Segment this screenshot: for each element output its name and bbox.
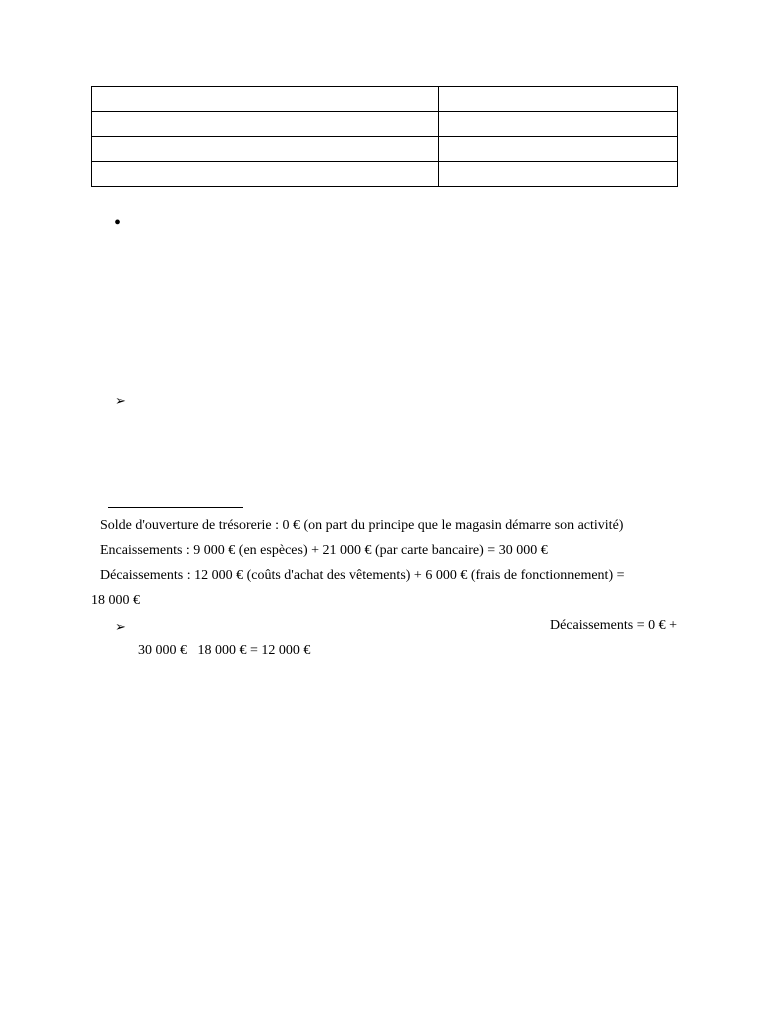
bullet-dot-icon: • bbox=[114, 212, 122, 234]
arrow-bullet-icon: ➢ bbox=[115, 393, 126, 408]
table-cell bbox=[439, 162, 678, 187]
disbursements-line: Décaissements : 12 000 € (coûts d'achat des vêtements) + 6 000 € (frais de fonctionnement) = bbox=[100, 568, 625, 583]
receipts-line: Encaissements : 9 000 € (en espèces) + 21 000 € (par carte bancaire) = 30 000 € bbox=[100, 543, 548, 558]
closing-formula-right: Décaissements = 0 € + bbox=[550, 618, 677, 633]
disbursements-total: 18 000 € bbox=[91, 593, 140, 608]
table-row bbox=[92, 162, 678, 187]
table-cell bbox=[439, 112, 678, 137]
table-row bbox=[92, 112, 678, 137]
footnote-separator bbox=[108, 507, 243, 508]
table-cell bbox=[439, 87, 678, 112]
empty-table bbox=[91, 86, 678, 187]
table-row bbox=[92, 137, 678, 162]
table-cell bbox=[92, 112, 439, 137]
arrow-bullet-icon: ➢ bbox=[115, 619, 126, 634]
table-row bbox=[92, 87, 678, 112]
closing-formula-bottom: 30 000 € 18 000 € = 12 000 € bbox=[138, 643, 311, 658]
table-cell bbox=[92, 87, 439, 112]
table-cell bbox=[92, 137, 439, 162]
table-cell bbox=[439, 137, 678, 162]
table-cell bbox=[92, 162, 439, 187]
opening-balance-line: Solde d'ouverture de trésorerie : 0 € (on part du principe que le magasin démarre son activité) bbox=[100, 518, 624, 533]
